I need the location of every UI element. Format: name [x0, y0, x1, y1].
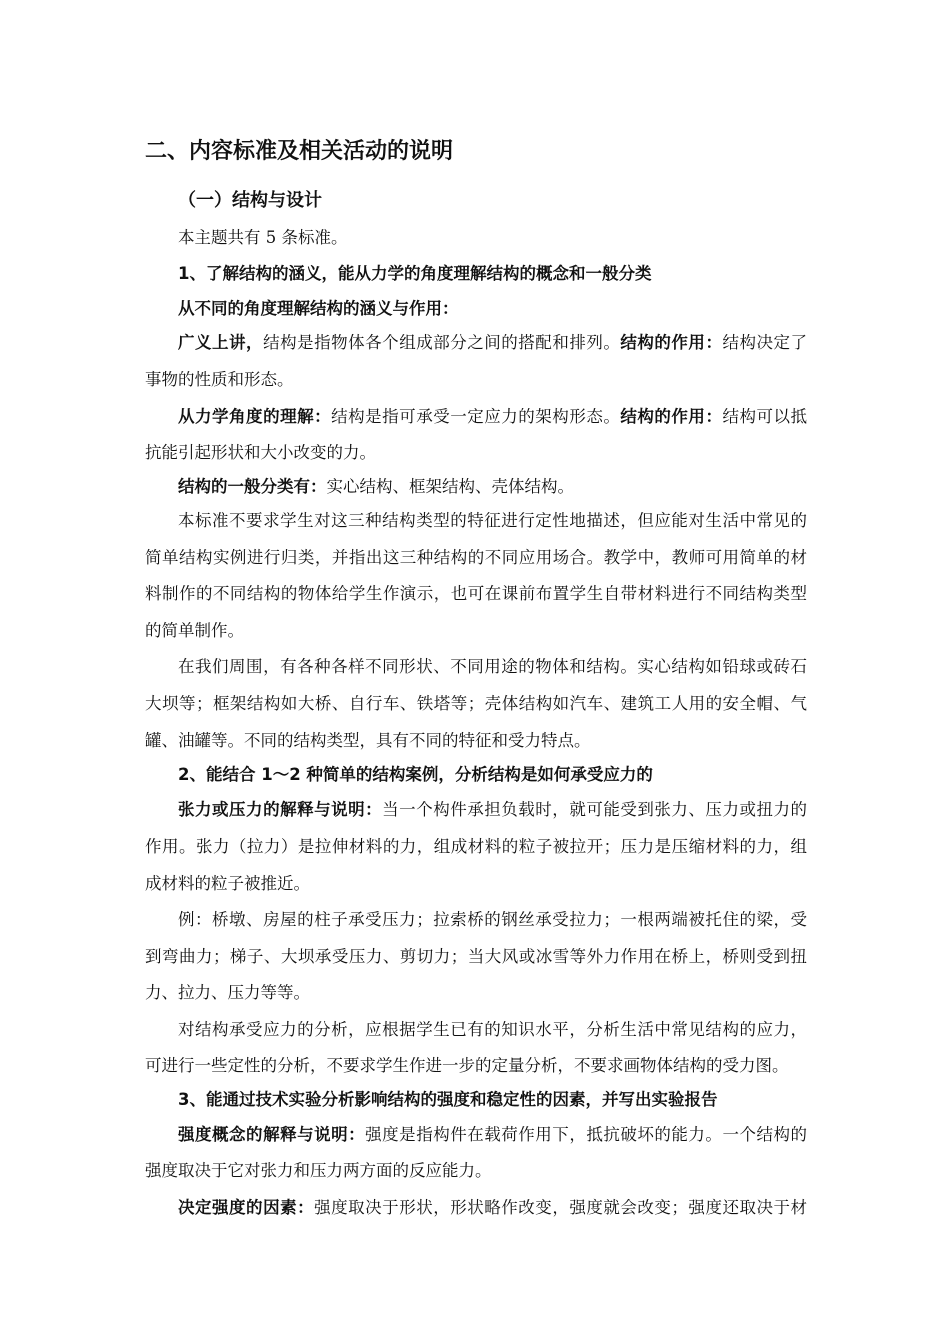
bold-term: 结构的作用： [620, 407, 723, 426]
standard-1-heading: 1、了解结构的涵义，能从力学的角度理解结构的概念和一般分类 [178, 264, 652, 283]
paragraph-line [178, 799, 807, 821]
paragraph-line: 事物的性质和形态。 [145, 370, 294, 389]
standard-3-heading: 3、能通过技术实验分析影响结构的强度和稳定性的因素，并写出实验报告 [178, 1090, 718, 1109]
paragraph-line [178, 476, 807, 498]
bold-term: 张力或压力的解释与说明： [178, 800, 383, 819]
paragraph-line: 对结构承受应力的分析，应根据学生已有的知识水平，分析生活中常见结构的应力， [178, 1020, 807, 1039]
bold-term: 广义上讲， [178, 333, 264, 352]
paragraph-line: 大坝等；框架结构如大桥、自行车、铁塔等；壳体结构如汽车、建筑工人用的安全帽、气 [145, 694, 807, 713]
paragraph-line: 料制作的不同结构的物体给学生作演示，也可在课前布置学生自带材料进行不同结构类型 [145, 584, 807, 603]
text-run: 强度是指构件在载荷作用下，抵抗破坏的能力。一个结构的 [365, 1125, 807, 1144]
paragraph-line: 到弯曲力；梯子、大坝承受压力、剪切力；当大风或冰雪等外力作用在桥上，桥则受到扭 [145, 947, 807, 966]
subsection-title: （一）结构与设计 [178, 190, 322, 211]
text-run: 实心结构、框架结构、壳体结构。 [326, 477, 574, 496]
section-title: 二、内容标准及相关活动的说明 [145, 139, 454, 164]
bold-term: 决定强度的因素： [178, 1198, 315, 1217]
bold-term: 从力学角度的理解： [178, 407, 332, 426]
text-run: 强度取决于形状，形状略作改变，强度就会改变；强度还取决于材 [314, 1198, 807, 1217]
paragraph-line: 简单结构实例进行归类，并指出这三种结构的不同应用场合。教学中，教师可用简单的材 [145, 548, 807, 567]
intro-paragraph: 本主题共有 5 条标准。 [178, 228, 348, 247]
paragraph-line [178, 1197, 807, 1219]
paragraph-line: 的简单制作。 [145, 621, 244, 640]
bold-term: 结构的作用： [620, 333, 723, 352]
paragraph-line [178, 1124, 807, 1146]
bold-term: 强度概念的解释与说明： [178, 1125, 366, 1144]
paragraph-line [178, 406, 807, 428]
text-run: 结构是指可承受一定应力的架构形态。 [331, 407, 621, 426]
paragraph-line: 强度取决于它对张力和压力两方面的反应能力。 [145, 1161, 492, 1180]
paragraph-line: 抗能引起形状和大小改变的力。 [145, 443, 376, 462]
bold-term: 结构的一般分类有： [178, 477, 327, 496]
paragraph-line: 可进行一些定性的分析，不要求学生作进一步的定量分析，不要求画物体结构的受力图。 [145, 1056, 789, 1075]
text-run: 结构决定了 [722, 333, 807, 352]
text-run: 当一个构件承担负载时，就可能受到张力、压力或扭力的 [382, 800, 807, 819]
paragraph-line: 本标准不要求学生对这三种结构类型的特征进行定性地描述，但应能对生活中常见的 [178, 511, 807, 530]
paragraph-line: 成材料的粒子被推近。 [145, 874, 310, 893]
standard-2-heading: 2、能结合 1～2 种简单的结构案例，分析结构是如何承受应力的 [178, 765, 653, 784]
paragraph-line: 罐、油罐等。不同的结构类型，具有不同的特征和受力特点。 [145, 731, 591, 750]
paragraph-line: 例：桥墩、房屋的柱子承受压力；拉索桥的钢丝承受拉力；一根两端被托住的梁，受 [178, 910, 807, 929]
paragraph-line: 作用。张力（拉力）是拉伸材料的力，组成材料的粒子被拉开；压力是压缩材料的力，组 [145, 837, 807, 856]
paragraph-line: 力、拉力、压力等等。 [145, 983, 310, 1002]
standard-1-subheading: 从不同的角度理解结构的涵义与作用： [178, 299, 459, 318]
text-run: 结构可以抵 [722, 407, 807, 426]
paragraph-line: 在我们周围，有各种各样不同形状、不同用途的物体和结构。实心结构如铅球或砖石 [178, 657, 807, 676]
paragraph-line [178, 332, 807, 354]
text-run: 结构是指物体各个组成部分之间的搭配和排列。 [263, 333, 621, 352]
